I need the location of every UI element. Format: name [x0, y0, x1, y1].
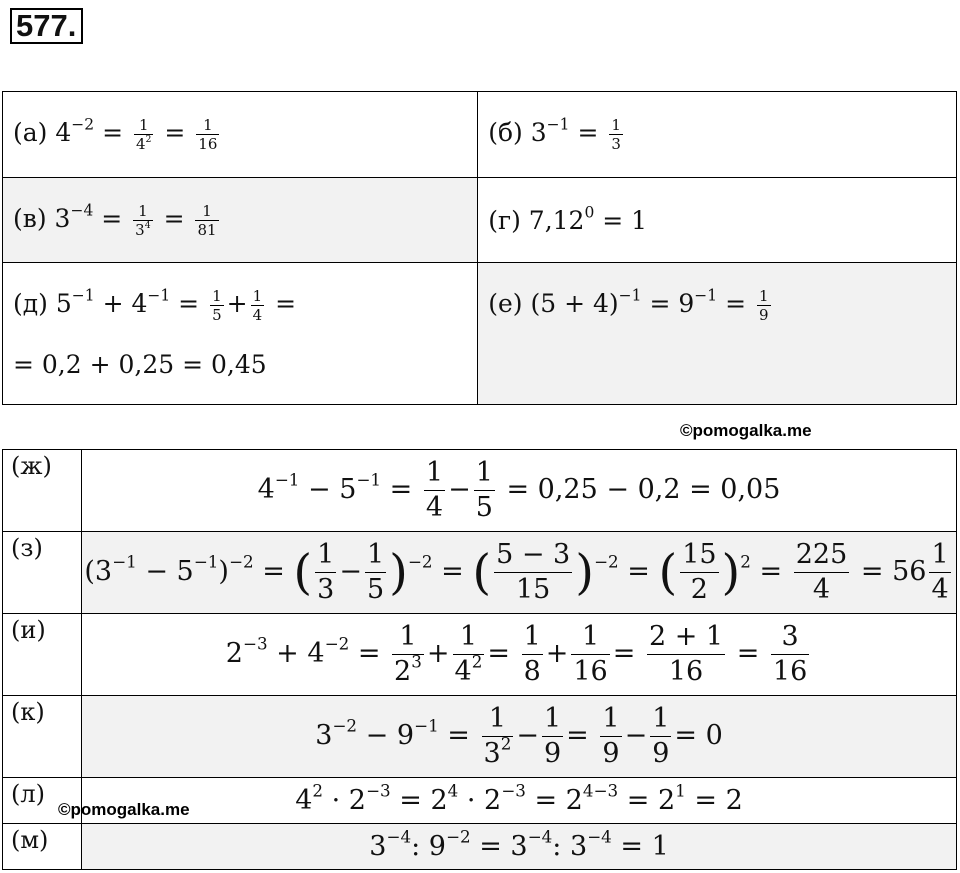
item-v: (в) $3^{-4}$ = $\frac{1}{3^4}$ = $\frac{1}{81}$ [3, 178, 478, 263]
item-i-equation: $2^{-3} + 4^{-2}$ = $\frac{1}{2^3}$ + $\frac{1}{4^2}$ = $\frac{1}{8}$ + $\frac{1}{16}$ = $\frac{2 + 1}{16}$ = $\frac{3}{16}$ [82, 614, 957, 696]
item-e-label: (е) [488, 289, 523, 318]
problem-number: 577. [10, 8, 83, 44]
item-zh-label: (ж) [3, 450, 82, 532]
item-m-equation: $3^{-4}$: $9^{-2} = 3^{-4}$: $3^{-4} = 1$ [82, 824, 957, 870]
item-z-label: (з) [3, 532, 82, 614]
item-l-equation: $4^2 \cdot 2^{-3} = 2^4 \cdot 2^{-3} = 2^{4-3} = 2^1 = 2$ [82, 778, 957, 824]
item-i-label: (и) [3, 614, 82, 696]
item-k-label: (к) [3, 696, 82, 778]
item-g: (г) $7,12^0 = 1$ [478, 178, 957, 263]
watermark-top: ©pomogalka.me [680, 421, 812, 440]
item-zh-equation: $4^{-1} - 5^{-1}$ = $\frac{1}{4}$ − $\frac{1}{5}$ = 0,25 − 0,2 = 0,05 [82, 450, 957, 532]
item-d: (д) $5^{-1} + 4^{-1}$ = $\frac{1}{5}$ + $\frac{1}{4}$ = = 0,2 + 0,25 = 0,45 [3, 263, 478, 405]
item-v-label: (в) [13, 203, 47, 233]
item-a-label: (а) [13, 118, 48, 147]
item-k-equation: $3^{-2} - 9^{-1}$ = $\frac{1}{3^2}$ − $\frac{1}{9}$ = $\frac{1}{9}$ − $\frac{1}{9}$ = 0 [82, 696, 957, 778]
answers-table-top [2, 91, 957, 405]
item-z-equation: $(3^{-1} - 5^{-1})^{-2}$ = ( $\frac{1}{3}$ − $\frac{1}{5}$ )$^{-2}$ = ( $\frac{5 - 3}{15}$ )$^{-2}$ = ( $\frac{15}{2}$ )$^2$ = $\frac{225}{4}$ = 56 $\frac{1}{4}$ [82, 532, 957, 614]
item-b-label: (б) [488, 118, 523, 147]
item-b: (б) $3^{-1}$ = $\frac{1}{3}$ [478, 92, 957, 178]
item-d-line2: = 0,2 + 0,25 = 0,45 [13, 350, 267, 379]
item-l-label: (л) [3, 778, 82, 824]
item-a: (а) $4^{-2}$ = $\frac{1}{4^2}$ = $\frac{1}{16}$ [3, 92, 478, 178]
item-e: (е) $(5 + 4)^{-1} = 9^{-1}$ = $\frac{1}{9}$ [478, 263, 957, 405]
item-m-label: (м) [3, 824, 82, 870]
item-g-label: (г) [488, 205, 521, 235]
item-d-label: (д) [13, 289, 48, 318]
watermark-bottom: ©pomogalka.me [58, 800, 190, 819]
